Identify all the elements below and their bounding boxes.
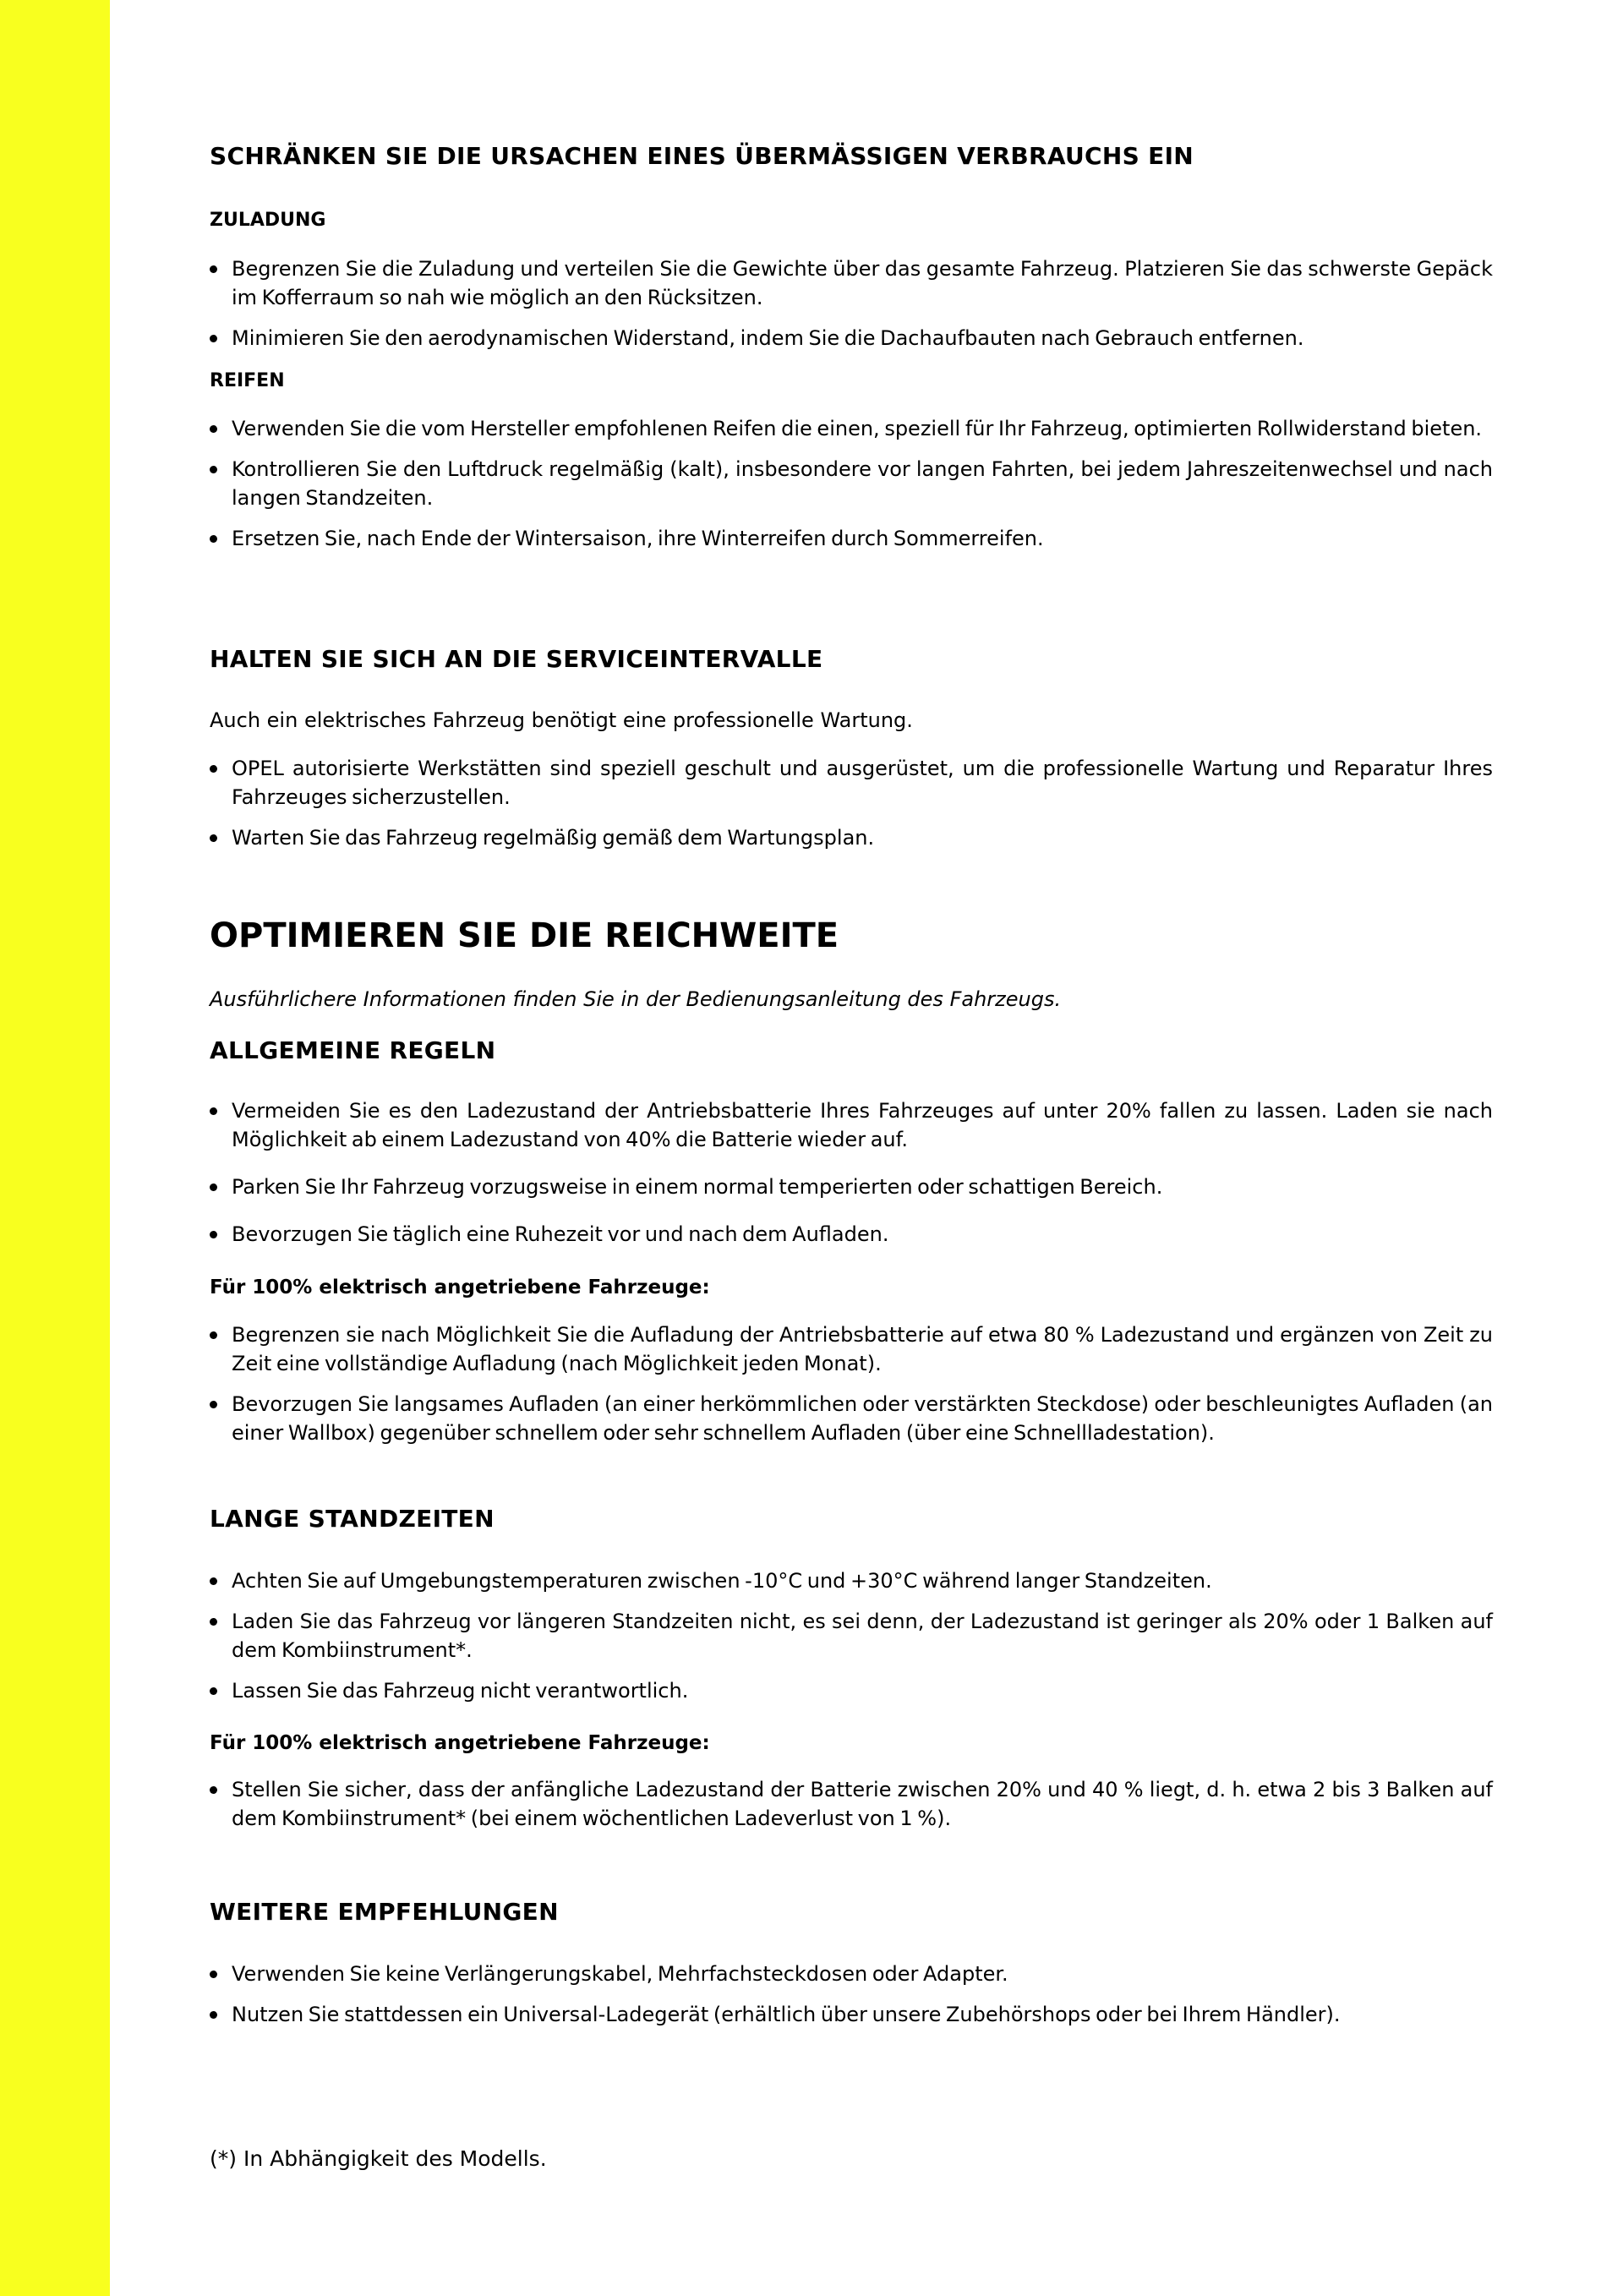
list-item: Parken Sie Ihr Fahrzeug vorzugsweise in einem normal temperierten oder schattigen Bereich. — [210, 1173, 1493, 1201]
ev-label-parking: Für 100% elektrisch angetriebene Fahrzeuge: — [210, 1732, 710, 1754]
list-item: Verwenden Sie die vom Hersteller empfohlenen Reifen die einen, speziell für Ihr Fahrzeug, optimierten Rollwiderstand bieten. — [210, 414, 1493, 443]
range-subtitle: Ausführlichere Informationen finden Sie in der Bedienungsanleitung des Fahrzeugs. — [210, 987, 1062, 1011]
list-item: Kontrollieren Sie den Luftdruck regelmäßig (kalt), insbesondere vor langen Fahrten, bei jedem Jahreszeitenwechsel und nach langen Standzeiten. — [210, 455, 1493, 512]
heading-range: OPTIMIEREN SIE DIE REICHWEITE — [210, 916, 839, 955]
list-item: Warten Sie das Fahrzeug regelmäßig gemäß dem Wartungsplan. — [210, 823, 1493, 852]
list-load — [210, 254, 1493, 353]
heading-consumption: SCHRÄNKEN SIE DIE URSACHEN EINES ÜBERMÄSSIGEN VERBRAUCHS EIN — [210, 142, 1194, 170]
list-item: Ersetzen Sie, nach Ende der Wintersaison, ihre Winterreifen durch Sommerreifen. — [210, 524, 1493, 553]
list-item: Achten Sie auf Umgebungstemperaturen zwischen -10°C und +30°C während langer Standzeiten. — [210, 1566, 1493, 1595]
list-item: Laden Sie das Fahrzeug vor längeren Standzeiten nicht, es sei denn, der Ladezustand ist geringer als 20% oder 1 Balken auf dem Kombiinstrument*. — [210, 1607, 1493, 1665]
list-item: Bevorzugen Sie täglich eine Ruhezeit vor und nach dem Aufladen. — [210, 1220, 1493, 1249]
service-intro: Auch ein elektrisches Fahrzeug benötigt eine professionelle Wartung. — [210, 708, 913, 732]
subheading-load: ZULADUNG — [210, 210, 326, 231]
list-item: Begrenzen Sie die Zuladung und verteilen Sie die Gewichte über das gesamte Fahrzeug. Platzieren Sie das schwerste Gepäck im Kofferraum so nah wie möglich an den Rücksitzen. — [210, 254, 1493, 312]
footnote: (*) In Abhängigkeit des Modells. — [210, 2146, 547, 2171]
list-tires — [210, 414, 1493, 553]
list-item: OPEL autorisierte Werkstätten sind speziell geschult und ausgerüstet, um die professionelle Wartung und Reparatur Ihres Fahrzeuges sicherzustellen. — [210, 754, 1493, 812]
list-item: Stellen Sie sicher, dass der anfängliche Ladezustand der Batterie zwischen 20% und 40 % liegt, d. h. etwa 2 bis 3 Balken auf dem Kombiinstrument* (bei einem wöchentlichen Ladeverlust von 1 %). — [210, 1775, 1493, 1833]
heading-long-parking: LANGE STANDZEITEN — [210, 1505, 495, 1533]
heading-service: HALTEN SIE SICH AN DIE SERVICEINTERVALLE — [210, 645, 823, 673]
subheading-tires: REIFEN — [210, 370, 285, 391]
list-item: Vermeiden Sie es den Ladezustand der Antriebsbatterie Ihres Fahrzeuges auf unter 20% fallen zu lassen. Laden sie nach Möglichkeit ab einem Ladezustand von 40% die Batterie wieder auf. — [210, 1096, 1493, 1154]
list-item: Nutzen Sie stattdessen ein Universal-Ladegerät (erhältlich über unsere Zubehörshops oder bei Ihrem Händler). — [210, 2000, 1493, 2029]
heading-more-recommendations: WEITERE EMPFEHLUNGEN — [210, 1898, 559, 1926]
list-item: Bevorzugen Sie langsames Aufladen (an einer herkömmlichen oder verstärkten Steckdose) oder beschleunigtes Aufladen (an einer Wallbox) gegenüber schnellem oder sehr schnellem Aufladen (über eine Schnellladestation). — [210, 1390, 1493, 1447]
list-general-ev — [210, 1320, 1493, 1447]
list-item: Lassen Sie das Fahrzeug nicht verantwortlich. — [210, 1676, 1493, 1705]
list-item: Minimieren Sie den aerodynamischen Widerstand, indem Sie die Dachaufbauten nach Gebrauch entfernen. — [210, 324, 1493, 353]
heading-general-rules: ALLGEMEINE REGELN — [210, 1036, 496, 1064]
list-item: Begrenzen sie nach Möglichkeit Sie die Aufladung der Antriebsbatterie auf etwa 80 % Ladezustand und ergänzen von Zeit zu Zeit eine vollständige Aufladung (nach Möglichkeit jeden Monat). — [210, 1320, 1493, 1378]
list-parking-ev — [210, 1775, 1493, 1833]
list-long-parking — [210, 1566, 1493, 1705]
list-item: Verwenden Sie keine Verlängerungskabel, Mehrfachsteckdosen oder Adapter. — [210, 1960, 1493, 1988]
sidebar-accent-bar — [0, 0, 110, 2296]
list-more-recommendations — [210, 1960, 1493, 2029]
list-service — [210, 754, 1493, 852]
ev-label-general: Für 100% elektrisch angetriebene Fahrzeuge: — [210, 1276, 710, 1298]
list-general-rules — [210, 1096, 1493, 1249]
